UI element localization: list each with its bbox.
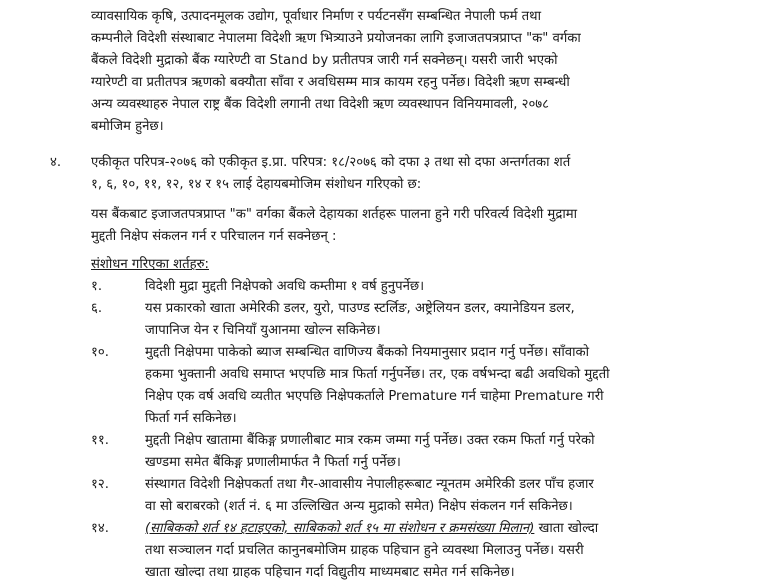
condition-text: खाता खोल्दा <box>534 521 599 536</box>
intro-line: यस बैंकबाट इजाजतपत्रप्राप्त "क" वर्गका बैंकले देहायका शर्तहरू पालना हुने गरी परिवर्त्य विदेशी मुद्रामा <box>91 207 578 222</box>
item-number: ४. <box>50 155 62 170</box>
conditions-heading: संशोधन गरिएका शर्तहरु: <box>91 257 209 272</box>
condition-number: १०. <box>91 345 109 360</box>
text-line: कम्पनीले विदेशी संस्थाबाट नेपालमा विदेशी ऋण भित्र्याउने प्रयोजनका लागि इजाजतपत्रप्राप्त "क" वर्गका <box>91 31 581 46</box>
intro-line: मुद्दती निक्षेप संकलन गर्न र परिचालन गर्न सक्नेछन् : <box>91 229 337 244</box>
text-line: ग्यारेण्टी वा प्रतीतपत्र ऋणको बक्यौता साँवा र अवधिसम्म मात्र कायम रहनु पर्नेछ। विदेशी ऋण सम्बन्धी <box>91 75 570 90</box>
condition-line: खाता खोल्दा तथा ग्राहक पहिचान गर्दा विद्युतीय माध्यमबाट समेत गर्न सकिनेछ। <box>145 565 515 580</box>
text-line: अन्य व्यवस्थाहरु नेपाल राष्ट्र बैंक विदेशी लगानी तथा विदेशी ऋण व्यवस्थापन विनियमावली, २०७८ <box>91 97 550 112</box>
condition-line: जापानिज येन र चिनियाँ युआनमा खोल्न सकिनेछ। <box>145 323 381 338</box>
condition-number: ११. <box>91 433 109 448</box>
condition-line: निक्षेप एक वर्ष अवधि व्यतीत भएपछि निक्षेपकर्ताले Premature गर्न चाहेमा Premature गरी <box>145 389 604 404</box>
condition-line: विदेशी मुद्रा मुद्दती निक्षेपको अवधि कम्तीमा १ वर्ष हुनुपर्नेछ। <box>145 279 425 294</box>
text-line: बमोजिम हुनेछ। <box>91 119 164 134</box>
condition-number: १४. <box>91 521 109 536</box>
text-line: व्यावसायिक कृषि, उत्पादनमूलक उद्योग, पूर्वाधार निर्माण र पर्यटनसँग सम्बन्धित नेपाली फर्म तथा <box>91 9 542 24</box>
condition-line: यस प्रकारको खाता अमेरिकी डलर, युरो, पाउण्ड स्टर्लिङ, अष्ट्रेलियन डलर, क्यानेडियन डलर, <box>145 301 575 316</box>
condition-line: मुद्दती निक्षेपमा पाकेको ब्याज सम्बन्धित वाणिज्य बैंकको नियमानुसार प्रदान गर्नु पर्नेछ। साँवाको <box>145 345 590 360</box>
condition-number: १२. <box>91 477 109 492</box>
text-line: १, ६, १०, ११, १२, १४ र १५ लाई देहायबमोजिम संशोधन गरिएको छ: <box>91 177 422 192</box>
condition-line: संस्थागत विदेशी निक्षेपकर्ता तथा गैर-आवासीय नेपालीहरूबाट न्यूनतम अमेरिकी डलर पाँच हजार <box>145 477 594 492</box>
condition-number: १. <box>91 279 103 294</box>
text-line: बैंकले विदेशी मुद्राको बैंक ग्यारेण्टी वा Stand by प्रतीतपत्र जारी गर्न सक्नेछन्। यसरी जारी भएको <box>91 53 558 68</box>
condition-line <box>145 518 598 539</box>
condition-line: तथा सञ्चालन गर्दा प्रचलित कानुनबमोजिम ग्राहक पहिचान हुने व्यवस्था मिलाउनु पर्नेछ। यसरी <box>145 543 584 558</box>
condition-number: ६. <box>91 301 103 316</box>
condition-line: वा सो बराबरको (शर्त नं. ६ मा उल्लिखित अन्य मुद्राको समेत) निक्षेप संकलन गर्न सकिनेछ। <box>145 499 573 514</box>
text-line: एकीकृत परिपत्र-२०७६ को एकीकृत इ.प्रा. परिपत्र: १८/२०७६ को दफा ३ तथा सो दफा अन्तर्गतका शर्त <box>91 155 571 170</box>
condition-line: खण्डमा समेत बैंकिङ्ग प्रणालीमार्फत नै फिर्ता गर्नु पर्नेछ। <box>145 455 401 470</box>
condition-amendment-note: (साबिकको शर्त १४ हटाइएको, साबिकको शर्त १५ मा संशोधन र क्रमसंख्या मिलान) <box>145 521 535 536</box>
condition-line: मुद्दती निक्षेप खातामा बैंकिङ्ग प्रणालीबाट मात्र रकम जम्मा गर्नु पर्नेछ। उक्त रकम फिर्ता गर्नु परेको <box>145 433 595 448</box>
condition-line: हकमा भुक्तानी अवधि समाप्त भएपछि मात्र फिर्ता गर्नुपर्नेछ। तर, एक वर्षभन्दा बढी अवधिको मुद्दती <box>145 367 610 382</box>
condition-line: फिर्ता गर्न सकिनेछ। <box>145 411 237 426</box>
